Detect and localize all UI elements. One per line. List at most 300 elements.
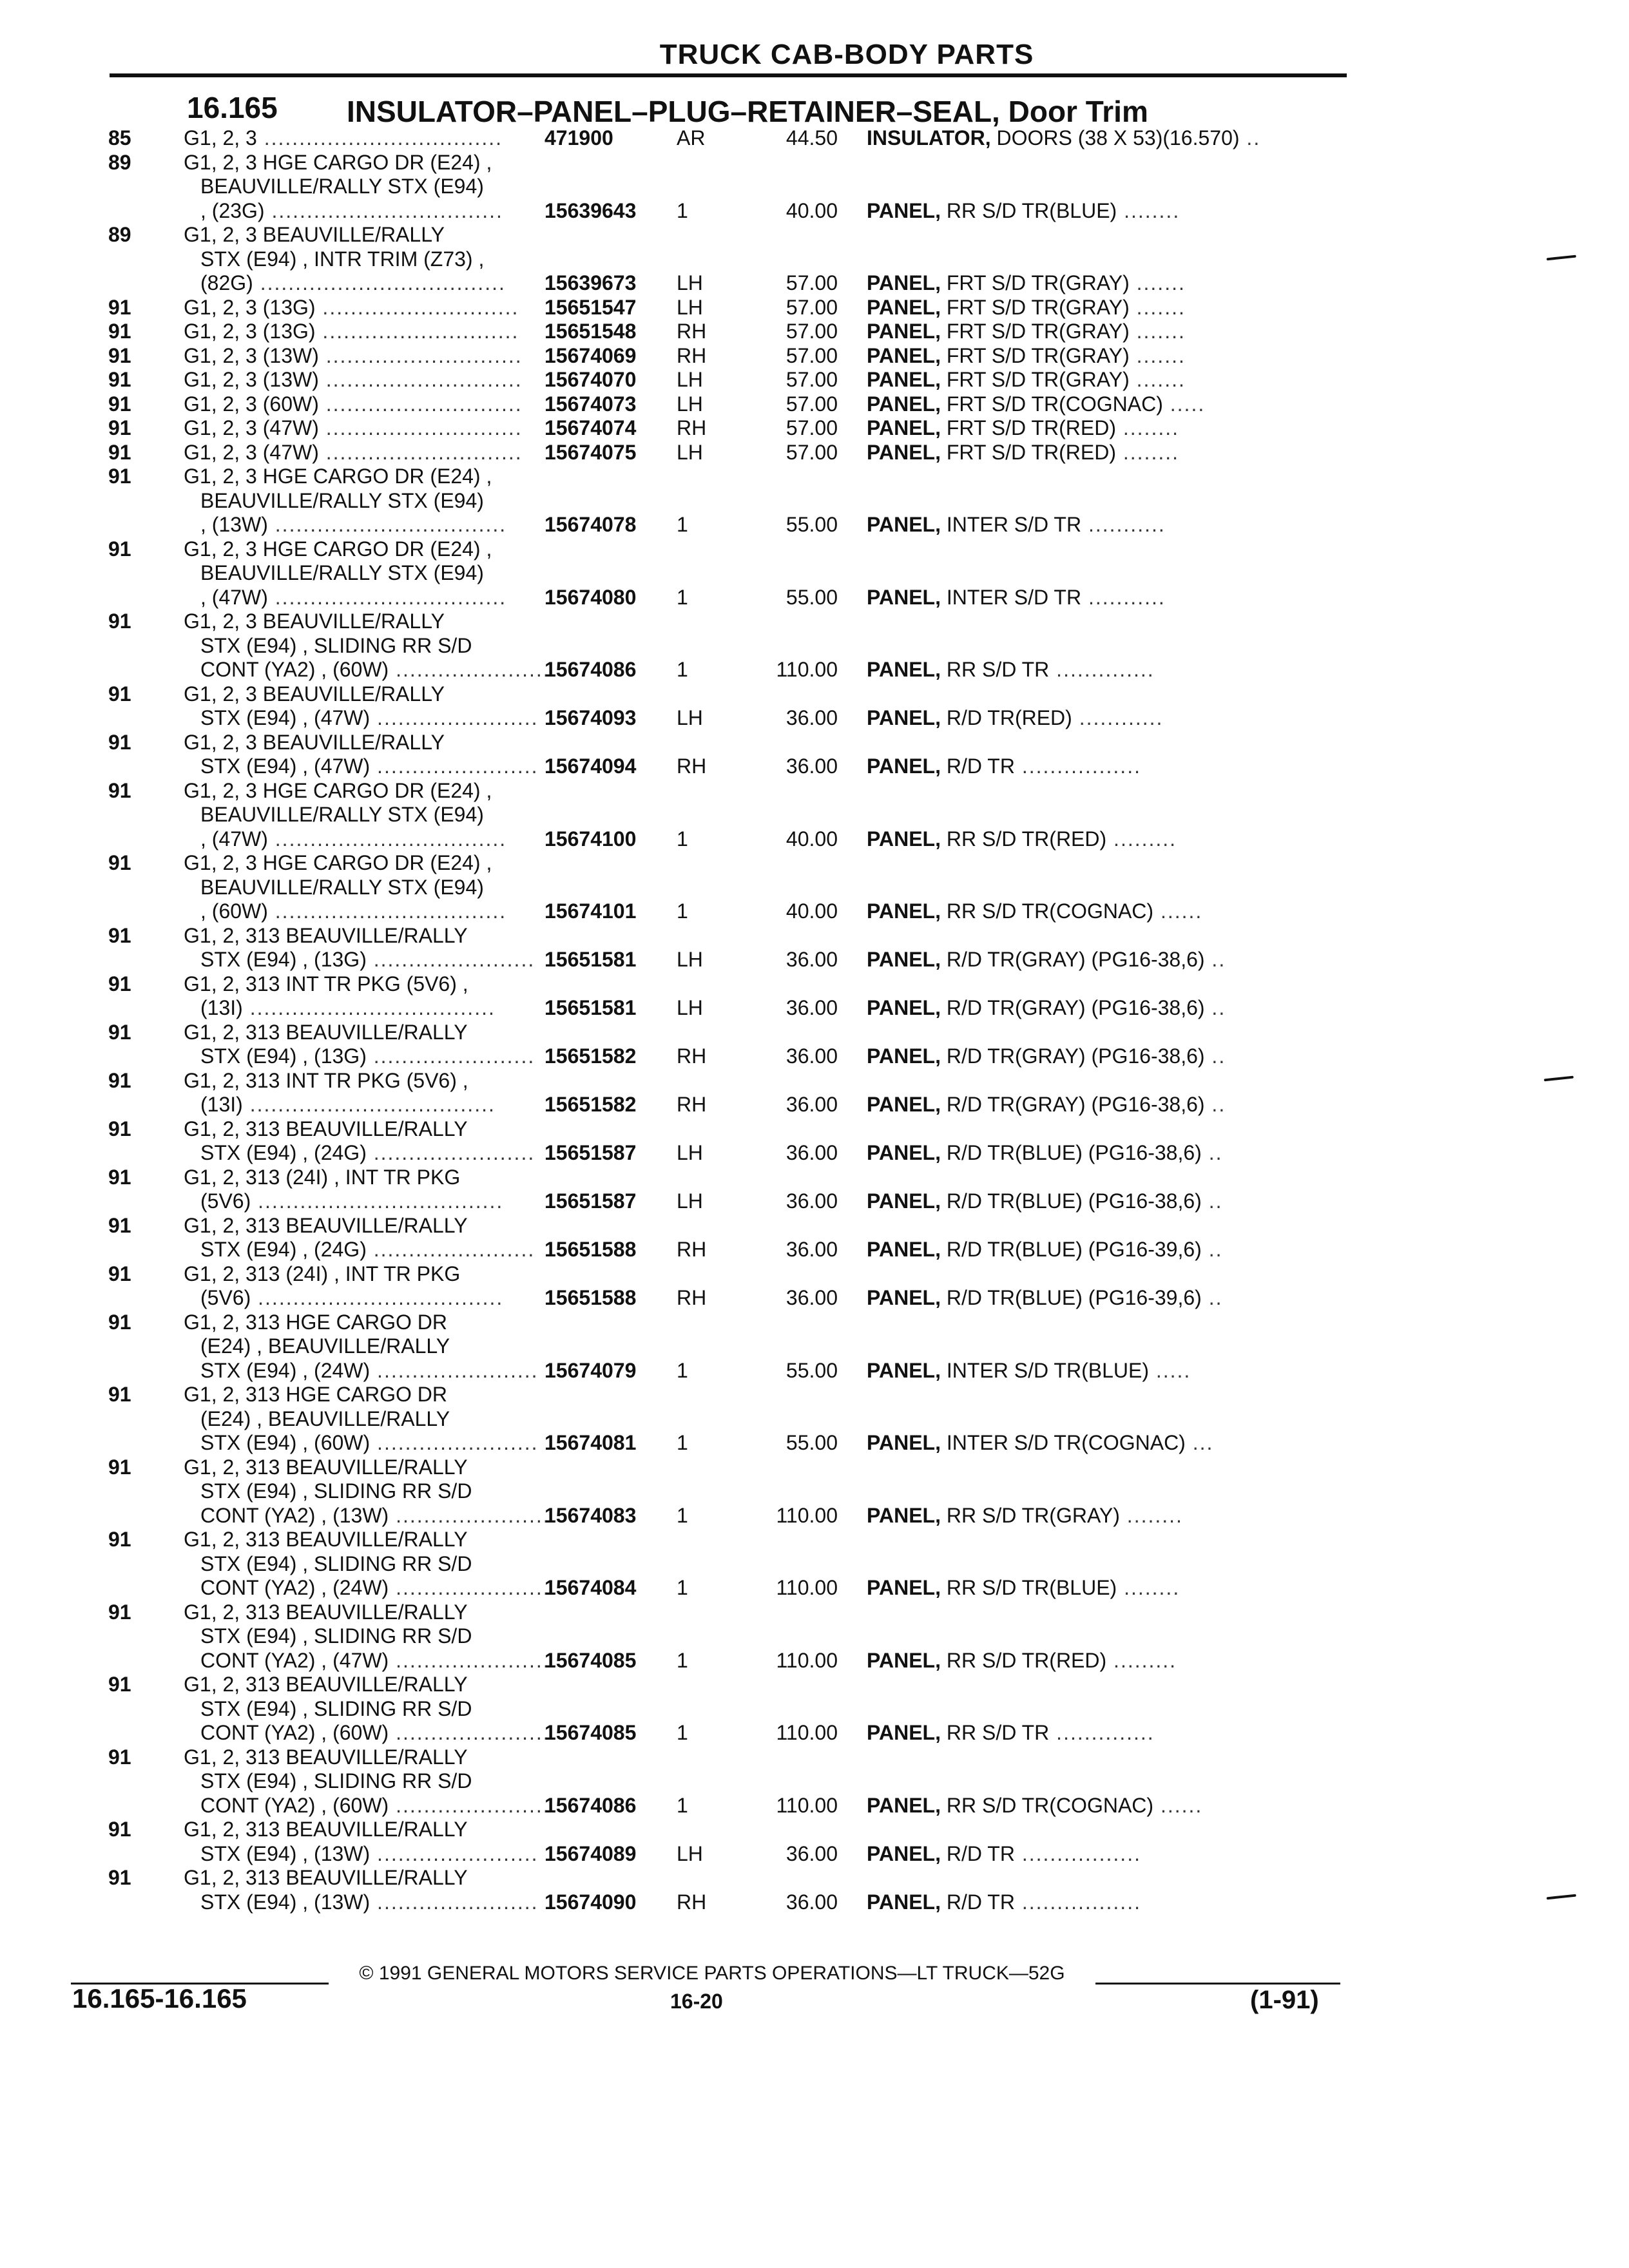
application-line: BEAUVILLE/RALLY STX (E94) — [200, 875, 484, 899]
row-year: 91 — [108, 972, 131, 995]
dot-leader: ........ — [1115, 416, 1179, 439]
row-quantity: LH — [677, 295, 703, 319]
dot-leader: ................................. — [267, 513, 507, 536]
row-application — [184, 320, 557, 344]
row-application — [184, 296, 557, 320]
row-part-number: 15674069 — [545, 343, 637, 367]
row-application — [184, 1069, 557, 1117]
row-year: 91 — [108, 1117, 131, 1140]
row-quantity: RH — [677, 1093, 707, 1116]
table-row — [0, 1069, 1629, 1117]
row-application — [184, 1456, 557, 1528]
dot-leader: ....... — [1129, 368, 1186, 391]
row-part-description: PANEL, FRT S/D TR(GRAY) ....... — [867, 320, 1186, 343]
row-part-number: 471900 — [545, 126, 613, 149]
table-row — [0, 1262, 1629, 1311]
row-application — [184, 223, 557, 296]
row-price: 40.00 — [786, 899, 838, 923]
table-row — [0, 416, 1629, 441]
row-year: 91 — [108, 1673, 131, 1696]
application-line: G1, 2, 313 BEAUVILLE/RALLY — [184, 1455, 468, 1479]
footer-date: (1-91) — [1250, 1986, 1319, 2014]
table-row — [0, 1528, 1629, 1600]
table-row — [0, 1673, 1629, 1745]
row-part-description: PANEL, FRT S/D TR(GRAY) ....... — [867, 295, 1186, 319]
application-line: BEAUVILLE/RALLY STX (E94) — [200, 488, 484, 512]
table-row — [0, 779, 1629, 852]
row-year: 91 — [108, 368, 131, 391]
row-price: 57.00 — [786, 271, 838, 294]
table-row — [0, 151, 1629, 224]
row-price: 55.00 — [786, 513, 838, 536]
row-price: 55.00 — [786, 1431, 838, 1454]
dot-leader: ................................... — [253, 271, 506, 294]
dot-leader: ..... — [1148, 1358, 1191, 1382]
row-part-number: 15674090 — [545, 1890, 637, 1914]
row-year: 91 — [108, 1866, 131, 1889]
row-year: 91 — [108, 440, 131, 464]
row-quantity: AR — [677, 126, 706, 149]
application-line: G1, 2, 3 BEAUVILLE/RALLY — [184, 223, 445, 246]
row-part-number: 15674070 — [545, 368, 637, 391]
application-line: , (60W) ................................. — [200, 899, 507, 923]
application-line: G1, 2, 313 BEAUVILLE/RALLY — [184, 1020, 468, 1044]
application-line: G1, 2, 313 BEAUVILLE/RALLY — [184, 923, 468, 947]
row-part-number: 15674085 — [545, 1648, 637, 1672]
dot-leader: .............. — [1049, 658, 1155, 681]
table-row — [0, 1745, 1629, 1818]
header-rule — [110, 73, 1347, 77]
table-row — [0, 851, 1629, 924]
application-line: STX (E94) , (24W) ....................... — [200, 1358, 539, 1382]
application-line: G1, 2, 3 (13G) ............................ — [184, 320, 519, 343]
application-line: STX (E94) , SLIDING RR S/D — [200, 1624, 472, 1648]
table-row — [0, 1021, 1629, 1069]
row-application — [184, 924, 557, 972]
row-year: 89 — [108, 223, 131, 246]
application-line: G1, 2, 313 (24I) , INT TR PKG — [184, 1262, 461, 1285]
dot-leader: ....................... — [366, 948, 535, 971]
application-line: G1, 2, 313 HGE CARGO DR — [184, 1310, 448, 1334]
table-row — [0, 441, 1629, 465]
application-line: CONT (YA2) , (60W) ...................... — [200, 658, 550, 681]
table-row — [0, 344, 1629, 369]
row-part-description: PANEL, INTER S/D TR(BLUE) ..... — [867, 1358, 1191, 1382]
application-line: STX (E94) , (60W) ....................... — [200, 1431, 539, 1454]
row-price: 44.50 — [786, 126, 838, 149]
row-quantity: 1 — [677, 1721, 688, 1744]
row-year: 91 — [108, 343, 131, 367]
application-line: STX (E94) , (47W) ....................... — [200, 706, 539, 729]
row-quantity: RH — [677, 1044, 707, 1068]
application-line: CONT (YA2) , (47W) ...................... — [200, 1648, 550, 1672]
dot-leader: ... — [1185, 1431, 1214, 1454]
row-quantity: RH — [677, 1890, 707, 1914]
row-part-description: PANEL, INTER S/D TR ........... — [867, 513, 1166, 536]
dot-leader: ....................... — [370, 1358, 539, 1382]
row-quantity: LH — [677, 440, 703, 464]
row-year: 91 — [108, 1310, 131, 1334]
application-line: G1, 2, 3 (47W) ............................ — [184, 416, 523, 439]
application-line: G1, 2, 3 (47W) ............................ — [184, 440, 523, 464]
row-part-description: PANEL, RR S/D TR(COGNAC) ...... — [867, 1793, 1203, 1817]
application-line: , (47W) ................................. — [200, 827, 507, 850]
dot-leader: ....................... — [370, 754, 539, 778]
row-quantity: RH — [677, 320, 707, 343]
row-part-description: PANEL, FRT S/D TR(RED) ........ — [867, 416, 1179, 439]
table-row — [0, 1456, 1629, 1528]
dot-leader: ................. — [1014, 1841, 1141, 1865]
row-part-number: 15674078 — [545, 513, 637, 536]
dot-leader: ........ — [1119, 1503, 1183, 1527]
row-price: 57.00 — [786, 440, 838, 464]
row-part-number: 15651588 — [545, 1238, 637, 1261]
application-line: G1, 2, 313 BEAUVILLE/RALLY — [184, 1673, 468, 1696]
row-price: 36.00 — [786, 1044, 838, 1068]
row-quantity: LH — [677, 996, 703, 1019]
row-part-description: PANEL, RR S/D TR(GRAY) ........ — [867, 1503, 1183, 1527]
row-price: 57.00 — [786, 320, 838, 343]
row-year: 91 — [108, 682, 131, 706]
row-price: 36.00 — [786, 1238, 838, 1261]
row-part-number: 15674084 — [545, 1576, 637, 1599]
application-line: BEAUVILLE/RALLY STX (E94) — [200, 561, 484, 584]
row-part-description: INSULATOR, DOORS (38 X 53)(16.570) .. — [867, 126, 1261, 149]
row-part-description: PANEL, RR S/D TR(RED) ......... — [867, 827, 1177, 850]
dot-leader: ..... — [1162, 392, 1206, 416]
row-application — [184, 1262, 557, 1311]
dot-leader: .. — [1204, 996, 1226, 1019]
row-quantity: LH — [677, 1141, 703, 1164]
row-year: 91 — [108, 1020, 131, 1044]
row-quantity: 1 — [677, 658, 688, 681]
row-quantity: 1 — [677, 1503, 688, 1527]
dot-leader: ............................ — [318, 392, 523, 416]
application-line: G1, 2, 313 BEAUVILLE/RALLY — [184, 1213, 468, 1237]
row-price: 55.00 — [786, 585, 838, 609]
dot-leader: ........ — [1117, 1576, 1181, 1599]
application-line: (5V6) ................................... — [200, 1189, 504, 1213]
dot-leader: ...................... — [389, 658, 550, 681]
dot-leader: ................................... — [242, 1093, 496, 1116]
row-quantity: LH — [677, 392, 703, 416]
table-row — [0, 537, 1629, 610]
table-row — [0, 1311, 1629, 1383]
row-application — [184, 1866, 557, 1914]
row-part-description: PANEL, RR S/D TR .............. — [867, 1721, 1155, 1744]
table-row — [0, 1117, 1629, 1166]
row-part-description: PANEL, FRT S/D TR(GRAY) ....... — [867, 271, 1186, 294]
row-application — [184, 851, 557, 924]
row-part-description: PANEL, RR S/D TR(BLUE) ........ — [867, 198, 1181, 222]
application-line: G1, 2, 313 BEAUVILLE/RALLY — [184, 1117, 468, 1140]
row-year: 91 — [108, 295, 131, 319]
dot-leader: ................................... — [242, 996, 496, 1019]
table-row — [0, 682, 1629, 731]
row-part-number: 15674073 — [545, 392, 637, 416]
application-line: G1, 2, 3 HGE CARGO DR (E24) , — [184, 537, 492, 561]
row-application — [184, 1214, 557, 1262]
row-part-number: 15674086 — [545, 658, 637, 681]
application-line: G1, 2, 3 HGE CARGO DR (E24) , — [184, 778, 492, 802]
row-price: 36.00 — [786, 1841, 838, 1865]
dot-leader: ........ — [1117, 198, 1181, 222]
row-quantity: 1 — [677, 1576, 688, 1599]
application-line: G1, 2, 313 INT TR PKG (5V6) , — [184, 1068, 468, 1092]
dot-leader: ........... — [1081, 585, 1166, 609]
row-part-description: PANEL, RR S/D TR(COGNAC) ...... — [867, 899, 1203, 923]
dot-leader: ....................... — [366, 1044, 535, 1068]
row-quantity: RH — [677, 754, 707, 778]
row-part-number: 15674074 — [545, 416, 637, 439]
table-row — [0, 368, 1629, 392]
dot-leader: ............................ — [318, 416, 523, 439]
row-application — [184, 1166, 557, 1214]
application-line: G1, 2, 313 BEAUVILLE/RALLY — [184, 1528, 468, 1551]
row-application — [184, 1818, 557, 1866]
dot-leader: ............................ — [318, 343, 523, 367]
footer-copyright: © 1991 GENERAL MOTORS SERVICE PARTS OPERATIONS—LT TRUCK—52G — [359, 1963, 1065, 1984]
row-part-description: PANEL, RR S/D TR .............. — [867, 658, 1155, 681]
row-price: 57.00 — [786, 343, 838, 367]
application-line: G1, 2, 3 (13W) ............................ — [184, 368, 523, 391]
dot-leader: ............................ — [318, 368, 523, 391]
application-line: G1, 2, 3 BEAUVILLE/RALLY — [184, 730, 445, 754]
dot-leader: .. — [1201, 1189, 1223, 1213]
application-line: G1, 2, 3 (60W) ............................ — [184, 392, 523, 416]
row-application — [184, 151, 557, 224]
row-price: 55.00 — [786, 1358, 838, 1382]
row-part-description: PANEL, R/D TR(BLUE) (PG16-39,6) .. — [867, 1286, 1223, 1309]
row-application — [184, 779, 557, 852]
dot-leader: ............................ — [315, 320, 519, 343]
application-line: STX (E94) , INTR TRIM (Z73) , — [200, 247, 485, 271]
table-row — [0, 1600, 1629, 1673]
row-year: 85 — [108, 126, 131, 149]
row-quantity: RH — [677, 1286, 707, 1309]
row-part-number: 15639673 — [545, 271, 637, 294]
row-part-description: PANEL, INTER S/D TR ........... — [867, 585, 1166, 609]
dot-leader: .. — [1201, 1286, 1223, 1309]
dot-leader: ........... — [1081, 513, 1166, 536]
row-quantity: 1 — [677, 1431, 688, 1454]
footer-section-range: 16.165-16.165 — [72, 1983, 247, 2013]
dot-leader: ....... — [1129, 295, 1186, 319]
row-quantity: LH — [677, 1841, 703, 1865]
application-line: G1, 2, 3 (13G) ............................ — [184, 295, 519, 319]
application-line: G1, 2, 3 (13W) ............................ — [184, 343, 523, 367]
row-quantity: LH — [677, 1189, 703, 1213]
row-part-number: 15674083 — [545, 1503, 637, 1527]
application-line: (5V6) ................................... — [200, 1286, 504, 1309]
row-application — [184, 731, 557, 779]
footer-page-number: 16-20 — [670, 1990, 723, 2013]
row-part-description: PANEL, R/D TR(GRAY) (PG16-38,6) .. — [867, 948, 1226, 971]
row-quantity: LH — [677, 948, 703, 971]
dot-leader: ................................... — [251, 1189, 504, 1213]
row-part-number: 15674080 — [545, 585, 637, 609]
row-year: 91 — [108, 1213, 131, 1237]
row-application — [184, 1745, 557, 1818]
row-price: 36.00 — [786, 754, 838, 778]
table-row — [0, 320, 1629, 344]
row-part-number: 15674086 — [545, 1793, 637, 1817]
row-application — [184, 126, 557, 151]
dot-leader: ....................... — [370, 1841, 539, 1865]
application-line: (13I) ................................... — [200, 996, 496, 1019]
application-line: , (47W) ................................. — [200, 585, 507, 609]
row-part-number: 15651582 — [545, 1044, 637, 1068]
table-row — [0, 1866, 1629, 1914]
dot-leader: ...................... — [389, 1503, 550, 1527]
row-year: 91 — [108, 392, 131, 416]
row-part-description: PANEL, R/D TR(GRAY) (PG16-38,6) .. — [867, 1044, 1226, 1068]
row-part-description: PANEL, INTER S/D TR(COGNAC) ... — [867, 1431, 1214, 1454]
row-price: 57.00 — [786, 392, 838, 416]
row-part-description: PANEL, R/D TR ................. — [867, 754, 1141, 778]
dot-leader: ...................... — [389, 1721, 550, 1744]
dot-leader: ...... — [1153, 899, 1203, 923]
dot-leader: ......... — [1106, 827, 1177, 850]
row-quantity: LH — [677, 706, 703, 729]
row-part-description: PANEL, R/D TR(GRAY) (PG16-38,6) .. — [867, 996, 1226, 1019]
application-line: STX (E94) , SLIDING RR S/D — [200, 1769, 472, 1792]
row-price: 36.00 — [786, 996, 838, 1019]
dot-leader: .............. — [1049, 1721, 1155, 1744]
dot-leader: ............................ — [315, 295, 519, 319]
row-price: 36.00 — [786, 1189, 838, 1213]
row-part-description: PANEL, R/D TR(BLUE) (PG16-38,6) .. — [867, 1141, 1223, 1164]
application-line: STX (E94) , SLIDING RR S/D — [200, 633, 472, 657]
row-part-description: PANEL, R/D TR(GRAY) (PG16-38,6) .. — [867, 1093, 1226, 1116]
application-line: STX (E94) , (13W) ....................... — [200, 1841, 539, 1865]
row-year: 91 — [108, 537, 131, 561]
section-title: INSULATOR–PANEL–PLUG–RETAINER–SEAL, Door Trim — [347, 95, 1148, 128]
row-part-description: PANEL, R/D TR(RED) ............ — [867, 706, 1164, 729]
application-line: (82G) ................................... — [200, 271, 506, 294]
row-price: 57.00 — [786, 295, 838, 319]
application-line: STX (E94) , (47W) ....................... — [200, 754, 539, 778]
row-part-description: PANEL, R/D TR(BLUE) (PG16-38,6) .. — [867, 1189, 1223, 1213]
application-line: G1, 2, 3 BEAUVILLE/RALLY — [184, 682, 445, 706]
application-line: STX (E94) , (13W) ....................... — [200, 1890, 539, 1914]
application-line: G1, 2, 313 BEAUVILLE/RALLY — [184, 1745, 468, 1769]
row-year: 91 — [108, 1745, 131, 1769]
dot-leader: ................................. — [267, 899, 507, 923]
row-year: 91 — [108, 1528, 131, 1551]
row-year: 89 — [108, 150, 131, 174]
footer-rule-right — [1095, 1983, 1340, 1984]
row-part-description: PANEL, R/D TR ................. — [867, 1890, 1141, 1914]
application-line: G1, 2, 313 BEAUVILLE/RALLY — [184, 1600, 468, 1624]
table-row — [0, 1214, 1629, 1262]
table-row — [0, 126, 1629, 151]
dot-leader: ................................. — [267, 585, 507, 609]
row-part-number: 15674100 — [545, 827, 637, 850]
row-price: 110.00 — [776, 658, 838, 681]
row-price: 57.00 — [786, 368, 838, 391]
application-line: STX (E94) , (24G) ....................... — [200, 1238, 535, 1261]
row-year: 91 — [108, 320, 131, 343]
dot-leader: ....................... — [366, 1238, 535, 1261]
row-quantity: 1 — [677, 1648, 688, 1672]
row-part-number: 15651581 — [545, 996, 637, 1019]
row-part-description: PANEL, RR S/D TR(RED) ......... — [867, 1648, 1177, 1672]
application-line: G1, 2, 3 HGE CARGO DR (E24) , — [184, 150, 492, 174]
row-part-number: 15651548 — [545, 320, 637, 343]
application-line: , (13W) ................................. — [200, 513, 507, 536]
row-application — [184, 1383, 557, 1456]
row-year: 91 — [108, 1600, 131, 1624]
row-year: 91 — [108, 1455, 131, 1479]
row-part-number: 15639643 — [545, 198, 637, 222]
row-application — [184, 416, 557, 441]
row-price: 110.00 — [776, 1503, 838, 1527]
row-part-number: 15674085 — [545, 1721, 637, 1744]
dot-leader: ....................... — [366, 1141, 535, 1164]
row-application — [184, 465, 557, 537]
row-price: 110.00 — [776, 1721, 838, 1744]
dot-leader: ............................ — [318, 440, 523, 464]
dot-leader: ................. — [1014, 1890, 1141, 1914]
application-line: CONT (YA2) , (13W) ...................... — [200, 1503, 550, 1527]
table-row — [0, 924, 1629, 972]
row-application — [184, 1600, 557, 1673]
row-year: 91 — [108, 1068, 131, 1092]
table-row — [0, 1383, 1629, 1456]
row-quantity: RH — [677, 1238, 707, 1261]
row-part-number: 15674093 — [545, 706, 637, 729]
row-quantity: RH — [677, 416, 707, 439]
application-line: STX (E94) , (24G) ....................... — [200, 1141, 535, 1164]
row-quantity: 1 — [677, 1358, 688, 1382]
application-line: CONT (YA2) , (24W) ...................... — [200, 1576, 550, 1599]
table-row — [0, 1166, 1629, 1214]
dot-leader: ................................. — [267, 827, 507, 850]
dot-leader: ...................... — [389, 1793, 550, 1817]
application-line: STX (E94) , (13G) ....................... — [200, 1044, 535, 1068]
row-application — [184, 1673, 557, 1745]
table-row — [0, 223, 1629, 296]
row-part-number: 15674094 — [545, 754, 637, 778]
dot-leader: .. — [1239, 126, 1261, 149]
application-line: (13I) ................................... — [200, 1093, 496, 1116]
application-line: , (23G) ................................. — [200, 198, 503, 222]
table-row — [0, 972, 1629, 1021]
application-line: STX (E94) , SLIDING RR S/D — [200, 1552, 472, 1575]
dot-leader: ....... — [1129, 320, 1186, 343]
row-year: 91 — [108, 851, 131, 874]
row-year: 91 — [108, 1383, 131, 1406]
row-part-number: 15674079 — [545, 1358, 637, 1382]
section-number: 16.165 — [187, 91, 278, 124]
row-part-number: 15674075 — [545, 440, 637, 464]
application-line: G1, 2, 313 HGE CARGO DR — [184, 1383, 448, 1406]
row-year: 91 — [108, 416, 131, 439]
dot-leader: .. — [1201, 1141, 1223, 1164]
table-row — [0, 392, 1629, 417]
row-year: 91 — [108, 1165, 131, 1189]
dot-leader: .. — [1204, 1044, 1226, 1068]
row-quantity: LH — [677, 271, 703, 294]
application-line: G1, 2, 313 BEAUVILLE/RALLY — [184, 1866, 468, 1889]
row-price: 36.00 — [786, 706, 838, 729]
application-line: CONT (YA2) , (60W) ...................... — [200, 1721, 550, 1744]
row-quantity: 1 — [677, 1793, 688, 1817]
row-part-number: 15651587 — [545, 1141, 637, 1164]
row-price: 110.00 — [776, 1648, 838, 1672]
application-line: G1, 2, 313 BEAUVILLE/RALLY — [184, 1818, 468, 1841]
